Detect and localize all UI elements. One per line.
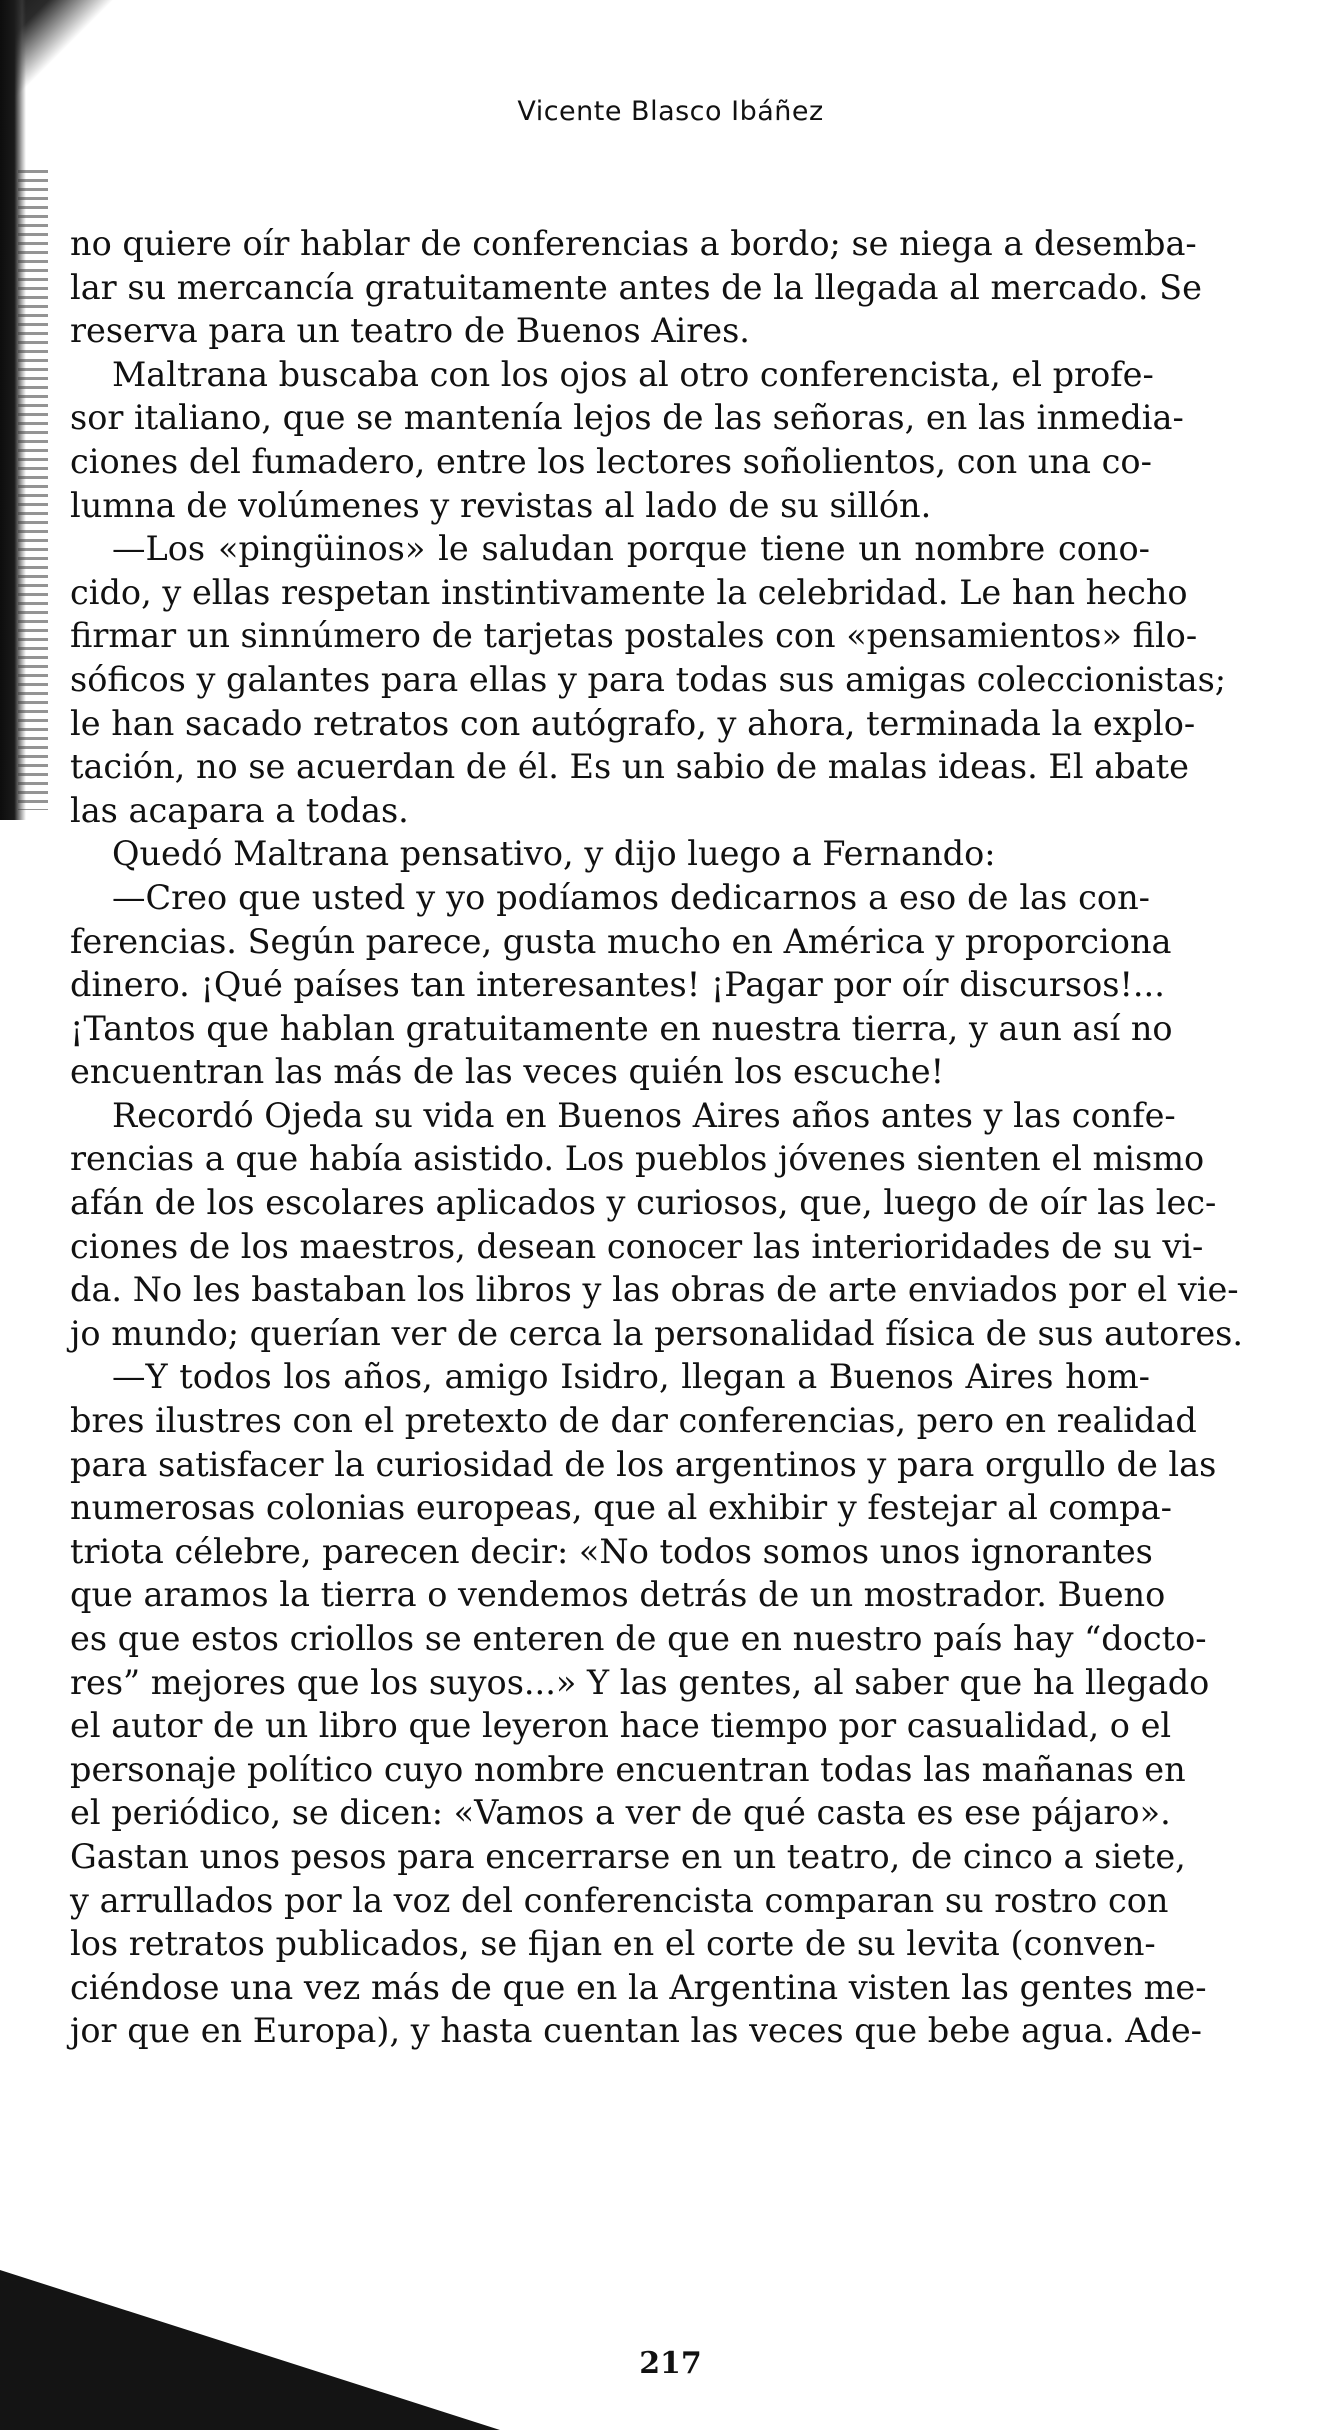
text-line: personaje político cuyo nombre encuentran todas las mañanas en (70, 1749, 1186, 1789)
text-line: y arrullados por la voz del conferencista comparan su rostro con (70, 1880, 1169, 1920)
text-line: le han sacado retratos con autógrafo, y ahora, terminada la explo- (70, 703, 1196, 743)
text-line: Maltrana buscaba con los ojos al otro conferencista, el profe- (112, 354, 1154, 394)
text-line: ciones del fumadero, entre los lectores soñolientos, con una co- (70, 441, 1152, 481)
scan-binding-texture (18, 170, 48, 810)
text-line: lar su mercancía gratuitamente antes de la llegada al mercado. Se (70, 267, 1202, 307)
text-line: ciéndose una vez más de que en la Argentina visten las gentes me- (70, 1967, 1207, 2007)
text-line: jo mundo; querían ver de cerca la personalidad física de sus autores. (70, 1313, 1244, 1353)
text-line: jor que en Europa), y hasta cuentan las veces que bebe agua. Ade- (70, 2011, 1202, 2051)
text-line: —Y todos los años, amigo Isidro, llegan a Buenos Aires hom- (112, 1357, 1150, 1397)
running-head: Vicente Blasco Ibáñez (517, 96, 824, 127)
text-line: ciones de los maestros, desean conocer las interioridades de su vi- (70, 1226, 1204, 1266)
text-line: bres ilustres con el pretexto de dar conferencias, pero en realidad (70, 1401, 1197, 1441)
text-line: reserva para un teatro de Buenos Aires. (70, 311, 750, 351)
text-line: sóficos y galantes para ellas y para todas sus amigas coleccionistas; (70, 659, 1227, 699)
text-line: —Creo que usted y yo podíamos dedicarnos a eso de las con- (112, 877, 1150, 917)
text-line: ferencias. Según parece, gusta mucho en América y proporciona (70, 921, 1172, 961)
text-line: los retratos publicados, se fijan en el corte de su levita (conven- (70, 1924, 1156, 1964)
text-line: firmar un sinnúmero de tarjetas postales con «pensamientos» filo- (70, 616, 1198, 656)
text-line: Quedó Maltrana pensativo, y dijo luego a Fernando: (112, 834, 996, 874)
page-body (70, 222, 1244, 2053)
text-line: ¡Tantos que hablan gratuitamente en nuestra tierra, y aun así no (70, 1008, 1173, 1048)
text-line: res” mejores que los suyos...» Y las gentes, al saber que ha llegado (70, 1662, 1210, 1702)
text-line: da. No les bastaban los libros y las obras de arte enviados por el vie- (70, 1270, 1239, 1310)
text-line: encuentran las más de las veces quién los escuche! (70, 1052, 945, 1092)
text-line: numerosas colonias europeas, que al exhibir y festejar al compa- (70, 1488, 1172, 1528)
text-line: Gastan unos pesos para encerrarse en un teatro, de cinco a siete, (70, 1836, 1186, 1876)
text-line: no quiere oír hablar de conferencias a bordo; se niega a desemba- (70, 224, 1197, 263)
text-line: que aramos la tierra o vendemos detrás de un mostrador. Bueno (70, 1575, 1166, 1615)
text-line: es que estos criollos se enteren de que en nuestro país hay “docto- (70, 1619, 1207, 1658)
text-line: sor italiano, que se mantenía lejos de las señoras, en las inmedia- (70, 398, 1184, 438)
page-number: 217 (639, 2346, 702, 2381)
text-line: Recordó Ojeda su vida en Buenos Aires años antes y las confe- (112, 1095, 1176, 1135)
text-line: afán de los escolares aplicados y curiosos, que, luego de oír las lec- (70, 1183, 1217, 1223)
text-line: el autor de un libro que leyeron hace tiempo por casualidad, o el (70, 1706, 1172, 1746)
text-line: rencias a que había asistido. Los pueblos jóvenes sienten el mismo (70, 1139, 1205, 1179)
text-line: el periódico, se dicen: «Vamos a ver de qué casta es ese pájaro». (70, 1793, 1171, 1833)
text-line: cido, y ellas respetan instintivamente la celebridad. Le han hecho (70, 572, 1188, 612)
text-line: las acapara a todas. (70, 790, 409, 830)
text-line: triota célebre, parecen decir: «No todos somos unos ignorantes (70, 1531, 1153, 1571)
text-line: tación, no se acuerdan de él. Es un sabio de malas ideas. El abate (70, 747, 1189, 787)
text-line: lumna de volúmenes y revistas al lado de su sillón. (70, 485, 932, 525)
text-line: para satisfacer la curiosidad de los argentinos y para orgullo de las (70, 1444, 1217, 1484)
text-line: dinero. ¡Qué países tan interesantes! ¡Pagar por oír discursos!... (70, 965, 1165, 1005)
text-line: —Los «pingüinos» le saludan porque tiene un nombre cono- (112, 529, 1150, 569)
